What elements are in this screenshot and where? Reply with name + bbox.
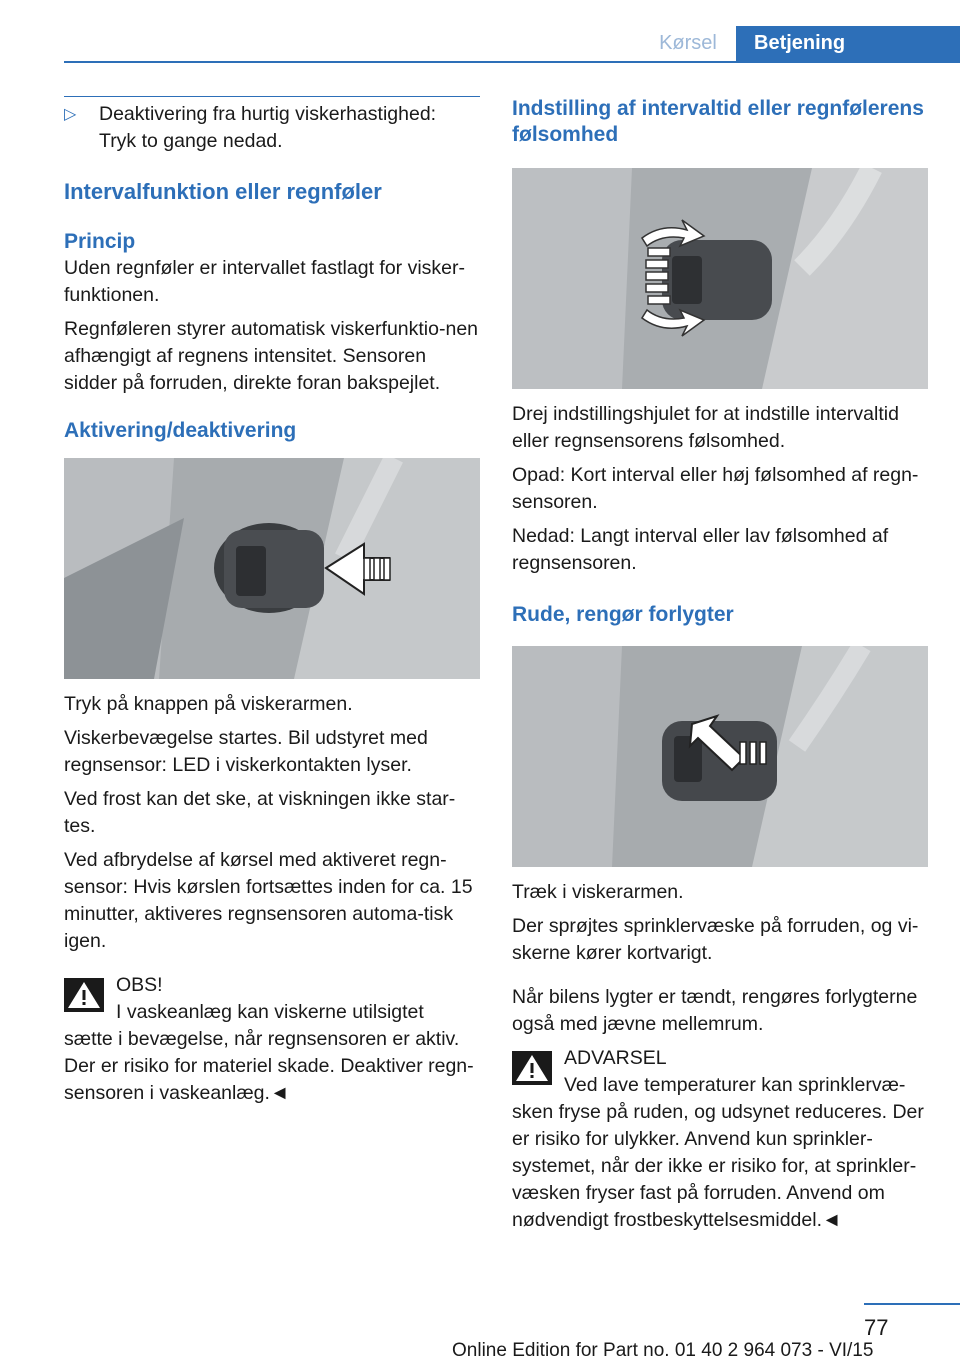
warning-triangle-icon (64, 978, 104, 1012)
footer-rule (864, 1303, 960, 1305)
heading-rude: Rude, rengør forlygter (512, 603, 734, 626)
photo-pull-lever (512, 646, 928, 867)
para-regnfoleren: Regnføleren styrer automatisk viskerfunktio-nen afhængigt af regnens intensitet. Sensoren sidder på forruden, direkte foran bakspejlet. (64, 318, 479, 394)
warning-triangle-icon (512, 1051, 552, 1085)
warning-obs (64, 972, 480, 1107)
heading-indstilling: Indstilling af intervaltid eller regnfølerens følsomhed (512, 97, 924, 146)
right-column (512, 96, 928, 1234)
header-rule (64, 61, 960, 63)
para-opad: Opad: Kort interval eller høj følsomhed af regn-sensoren. (512, 464, 919, 513)
para-ved-afbrydelse: Ved afbrydelse af kørsel med aktiveret regn-sensor: Hvis kørslen fortsættes inden for ca. 15 minutter, aktiveres regnsensoren automa-tisk igen. (64, 849, 473, 952)
warning-body: sætte i bevægelse, når regnsensoren er aktiv. Der er risiko for materiel skade. Deaktiver regn-sensoren i vaskeanlæg.◄ (64, 1028, 474, 1104)
para-sprojtes: Der sprøjtes sprinklervæske på forruden, og vi-skerne kører kortvarigt. (512, 915, 919, 964)
heading-interval: Intervalfunktion eller regnføler (64, 179, 382, 204)
warning-first-line: Ved lave temperaturer kan sprinklervæ- (564, 1074, 906, 1096)
heading-aktivering: Aktivering/deaktivering (64, 419, 297, 442)
photo-adjust-wheel (512, 168, 928, 389)
photo-wiper-button (64, 458, 480, 679)
left-column (64, 96, 480, 1107)
tab-korsel[interactable]: Kørsel (659, 32, 717, 54)
para-tryk-pa-knappen: Tryk på knappen på viskerarmen. (64, 693, 353, 715)
para-uden-regnfoler: Uden regnføler er intervallet fastlagt for visker-funktionen. (64, 257, 465, 306)
bullet-line-2: Tryk to gange nedad. (99, 130, 283, 152)
warning-title: ADVARSEL (564, 1047, 667, 1069)
bullet-line-1: Deaktivering fra hurtig viskerhastighed: (99, 103, 437, 125)
para-nedad: Nedad: Langt interval eller lav følsomhed af regnsensoren. (512, 525, 889, 574)
footer-edition: Online Edition for Part no. 01 40 2 964 073 - VI/15 (452, 1340, 874, 1361)
warning-body: sken fryse på ruden, og udsynet reduceres. Der er risiko for ulykker. Anvend kun sprinkler-systemet, når der ikke er risiko for, at sprinkler-væsken fryser fast på forruden. Anvend om nødvendigt frostbeskyttelsesmiddel.◄ (512, 1101, 924, 1231)
triangle-bullet-icon: ▷ (64, 106, 77, 123)
tab-betjening[interactable]: Betjening (736, 26, 960, 61)
warning-title: OBS! (116, 974, 163, 996)
warning-advarsel (512, 1045, 928, 1234)
para-viskerbevaegelse: Viskerbevægelse startes. Bil udstyret med regnsensor: LED i viskerkontakten lyser. (64, 727, 428, 776)
heading-princip: Princip (64, 230, 136, 253)
para-lygter: Når bilens lygter er tændt, rengøres forlygterne også med jævne mellemrum. (512, 986, 918, 1035)
page-number: 77 (864, 1315, 889, 1340)
para-traek: Træk i viskerarmen. (512, 881, 684, 903)
para-drej-hjulet: Drej indstillingshjulet for at indstille intervaltid eller regnsensorens følsomhed. (512, 403, 899, 452)
para-ved-frost: Ved frost kan det ske, at viskningen ikke star-tes. (64, 788, 456, 837)
bullet-item (64, 96, 480, 155)
warning-first-line: I vaskeanlæg kan viskerne utilsigtet (116, 1001, 424, 1023)
